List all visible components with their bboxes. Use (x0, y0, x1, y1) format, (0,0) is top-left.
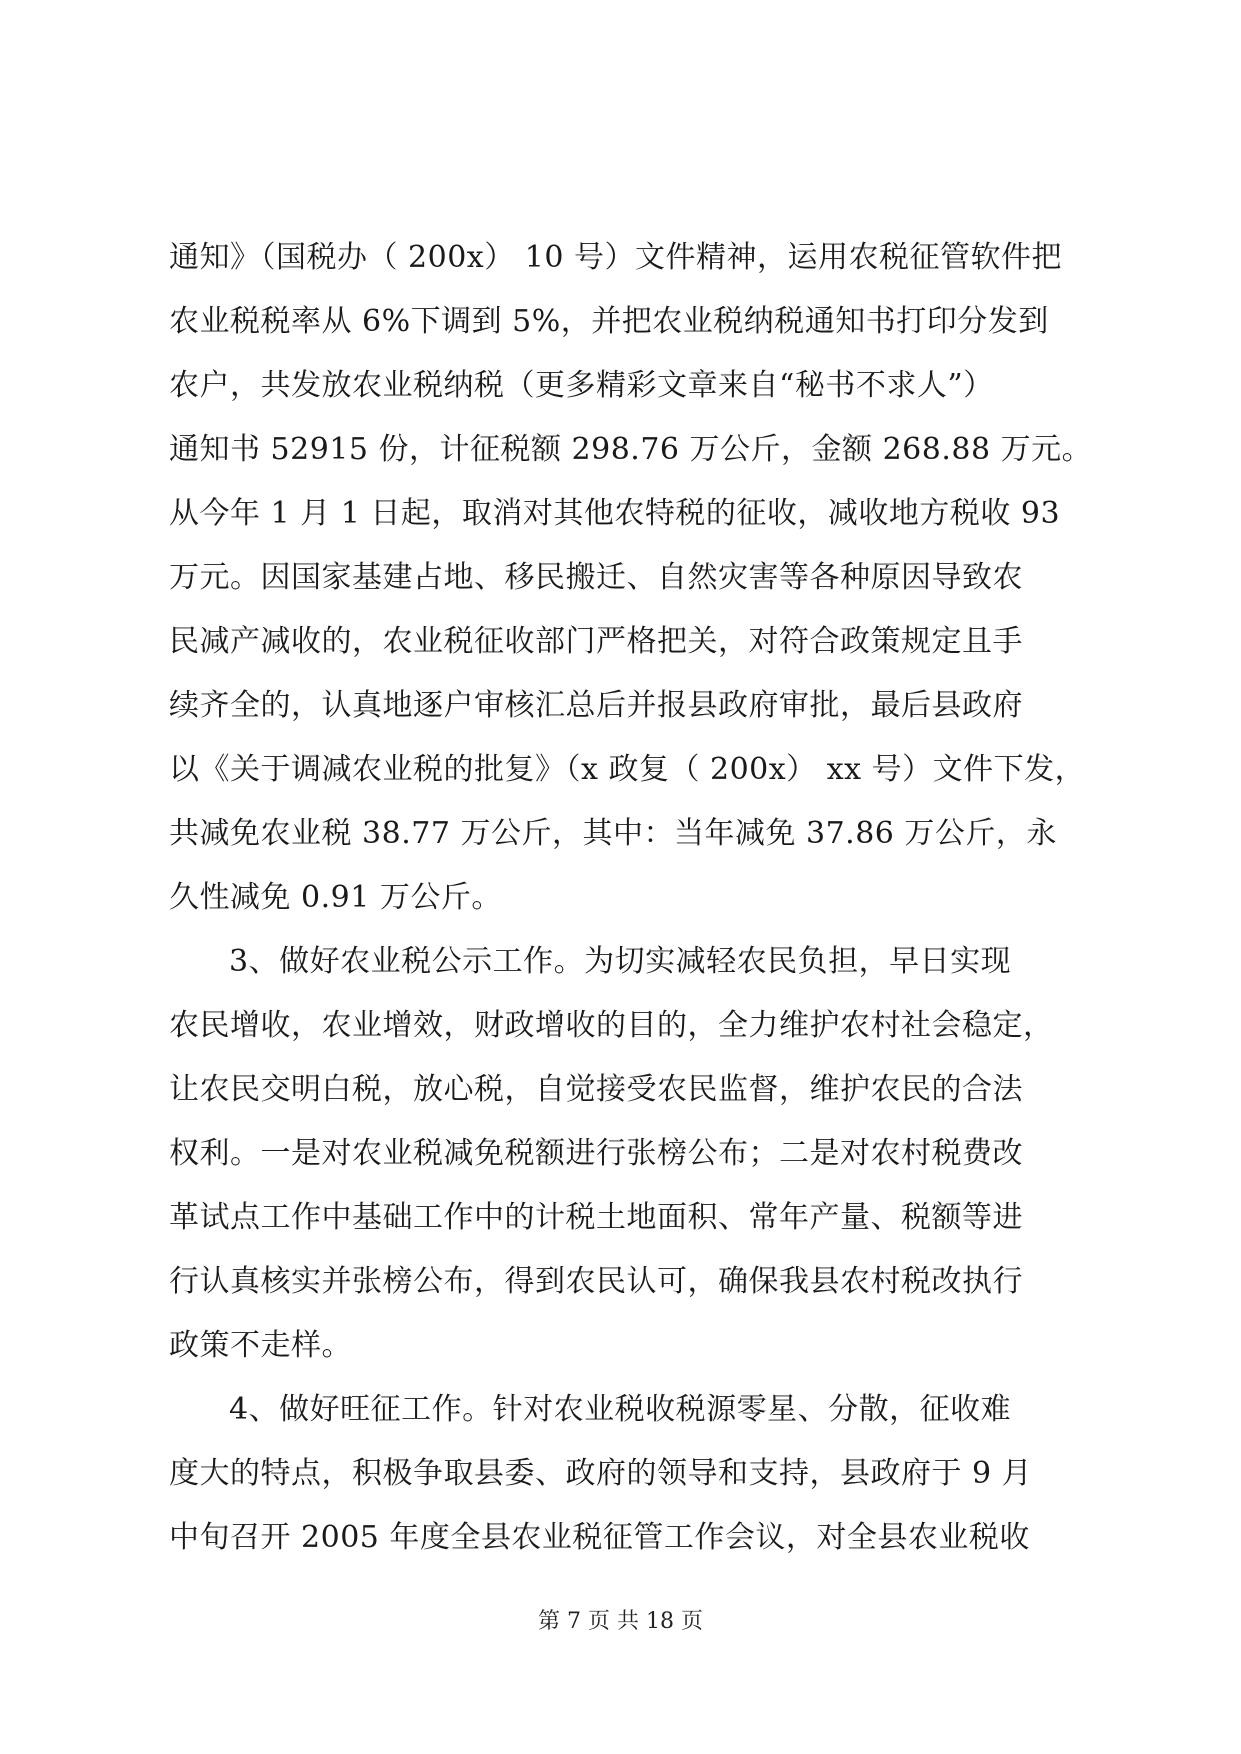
text-line: 万元。因国家基建占地、移民搬迁、自然灾害等各种原因导致农 (169, 560, 1023, 595)
text-line: 中旬召开 2005 年度全县农业税征管工作会议，对全县农业税收 (169, 1520, 1030, 1555)
text-line: 农民增收，农业增效，财政增收的目的，全力维护农村社会稳定， (169, 1008, 1054, 1043)
text-line: 革试点工作中基础工作中的计税土地面积、常年产量、税额等进 (169, 1200, 1023, 1235)
text-line: 共减免农业税 38.77 万公斤，其中：当年减免 37.86 万公斤，永 (169, 816, 1057, 851)
text-line: 度大的特点，积极争取县委、政府的领导和支持，县政府于 9 月 (169, 1456, 1033, 1491)
paragraph-4-line: 4、做好旺征工作。针对农业税收税源零星、分散，征收难 (229, 1392, 1012, 1427)
text-line: 农户，共发放农业税纳税（更多精彩文章来自“秘书不求人”） (169, 368, 994, 403)
text-line: 政策不走样。 (169, 1328, 352, 1363)
text-line: 通知》（国税办（ 200x） 10 号）文件精神，运用农税征管软件把 (169, 240, 1062, 275)
text-line: 让农民交明白税，放心税，自觉接受农民监督，维护农民的合法 (169, 1072, 1023, 1107)
text-line: 续齐全的，认真地逐户审核汇总后并报县政府审批，最后县政府 (169, 688, 1023, 723)
text-line: 行认真核实并张榜公布，得到农民认可，确保我县农村税改执行 (169, 1264, 1023, 1299)
text-line: 从今年 1 月 1 日起，取消对其他农特税的征收，减收地方税收 93 (169, 496, 1061, 531)
text-line: 农业税税率从 6%下调到 5%，并把农业税纳税通知书打印分发到 (169, 304, 1049, 339)
page-number: 第 7 页 共 18 页 (538, 1609, 703, 1634)
text-line: 民减产减收的，农业税征收部门严格把关，对符合政策规定且手 (169, 624, 1023, 659)
text-line: 以《关于调减农业税的批复》（x 政复（ 200x） xx 号）文件下发， (169, 752, 1086, 787)
text-line: 权利。一是对农业税减免税额进行张榜公布；二是对农村税费改 (169, 1136, 1023, 1171)
paragraph-3-line: 3、做好农业税公示工作。为切实减轻农民负担，早日实现 (229, 944, 1012, 979)
text-line: 久性减免 0.91 万公斤。 (169, 880, 502, 915)
text-line: 通知书 52915 份，计征税额 298.76 万公斤，金额 268.88 万元。 (169, 432, 1093, 467)
